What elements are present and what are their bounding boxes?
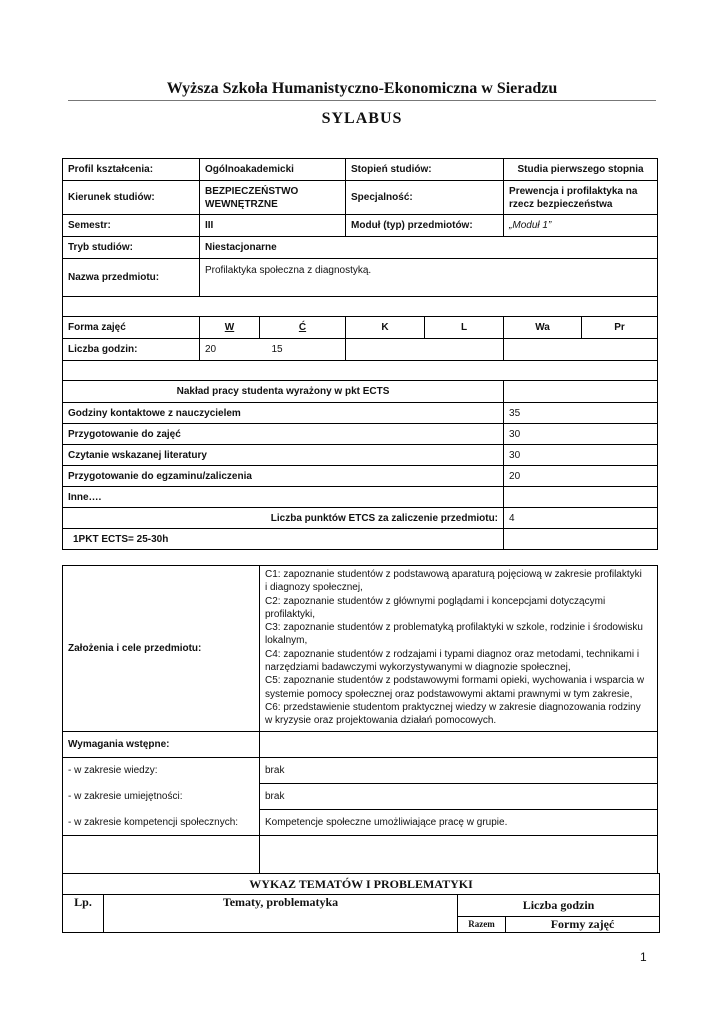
forms-label: Forma zajęć: [63, 317, 200, 339]
degree-label: Stopień studiów:: [346, 159, 504, 181]
hours-kl: [346, 339, 504, 361]
goal-line: C6: przedstawienie studentom praktycznej wiedzy w zakresie diagnozowania rodziny: [265, 701, 641, 713]
profile-label: Profil kształcenia:: [63, 159, 200, 181]
semester-label: Semestr:: [63, 215, 200, 237]
degree-value: Studia pierwszego stopnia: [504, 159, 658, 181]
goal-line: w kryzysie oraz projektowania działań pomocowych.: [265, 715, 497, 727]
ects-row-label: Czytanie wskazanej literatury: [63, 445, 504, 466]
subject-value: Profilaktyka społeczna z diagnostyką.: [200, 259, 658, 297]
goal-line: lokalnym,: [265, 635, 308, 647]
hours-w: 20: [200, 339, 260, 361]
goal-line: i diagnozy społecznej,: [265, 582, 363, 594]
ects-row-value: 35: [504, 403, 658, 424]
ects-row-value: 20: [504, 466, 658, 487]
module-label: Moduł (typ) przedmiotów:: [346, 215, 504, 237]
form-c: Ć: [260, 317, 346, 339]
document-title: SYLABUS: [321, 110, 403, 127]
module-value: „Moduł 1”: [504, 215, 658, 237]
specialization-line-2: rzecz bezpieczeństwa: [509, 198, 613, 210]
hours-c: 15: [260, 339, 346, 361]
form-l: L: [425, 317, 504, 339]
req-skills-value: brak: [260, 784, 658, 810]
req-knowledge-value: brak: [260, 758, 658, 784]
ects-row-value: 30: [504, 424, 658, 445]
hours-wapr: [504, 339, 658, 361]
form-k: K: [346, 317, 425, 339]
req-empty-left: [63, 836, 260, 874]
specialization-line-1: Prewencja i profilaktyka na: [509, 185, 638, 197]
goal-line: profilaktyki,: [265, 608, 316, 620]
ects-row-label: Przygotowanie do zajęć: [63, 424, 504, 445]
field-label: Kierunek studiów:: [63, 181, 200, 215]
university-name: Wyższa Szkoła Humanistyczno-Ekonomiczna w Sieradzu: [166, 80, 558, 97]
mode-label: Tryb studiów:: [63, 237, 200, 259]
requirements-empty: [260, 732, 658, 758]
topics-subject-header: Tematy, problematyka: [104, 895, 458, 933]
ects-row-value: 30: [504, 445, 658, 466]
topics-header: WYKAZ TEMATÓW I PROBLEMATYKI: [63, 874, 660, 895]
hours-label: Liczba godzin:: [63, 339, 200, 361]
semester-value: III: [200, 215, 346, 237]
specialization-value: [504, 181, 658, 215]
ects-note-empty: [504, 529, 658, 550]
header-rule: [68, 100, 656, 101]
goal-line: systemie pomocy społecznej oraz podstawowymi aktami prawnymi w tym zakresie,: [265, 688, 633, 700]
req-social-label: - w zakresie kompetencji społecznych:: [63, 810, 260, 836]
spacer-row: [63, 297, 658, 317]
form-wa: Wa: [504, 317, 582, 339]
ects-header-empty: [504, 381, 658, 403]
subject-label: Nazwa przedmiotu:: [63, 259, 200, 297]
ects-row-value: [504, 487, 658, 508]
field-value: [200, 181, 346, 215]
ects-row-label: Przygotowanie do egzaminu/zaliczenia: [63, 466, 504, 487]
goal-line: C1: zapoznanie studentów z podstawową aparaturą pojęciową w zakresie profilaktyki: [265, 569, 642, 580]
goals-label: Założenia i cele przedmiotu:: [63, 566, 260, 732]
goal-line: C3: zapoznanie studentów z problematyką profilaktyki w szkole, rodzinie i środowisku: [265, 622, 643, 634]
goal-line: C4: zapoznanie studentów z rodzajami i typami diagnoz oraz metodami, technikami i: [265, 648, 640, 660]
goals-table: [62, 565, 658, 874]
form-pr: Pr: [582, 317, 658, 339]
ects-total-label: Liczba punktów ETCS za zaliczenie przedmiotu:: [63, 508, 504, 529]
topics-total-header: Razem: [458, 917, 506, 933]
req-empty-right: [260, 836, 658, 874]
goals-content: [260, 566, 658, 732]
goal-line: C2: zapoznanie studentów z głównymi poglądami i koncepcjami dotyczącymi: [265, 595, 606, 607]
topics-forms-header: Formy zajęć: [506, 917, 660, 933]
ects-note: 1PKT ECTS= 25-30h: [63, 529, 504, 550]
form-w: W: [200, 317, 260, 339]
req-social-value: Kompetencje społeczne umożliwiające pracę w grupie.: [260, 810, 658, 836]
page-number: 1: [640, 950, 647, 964]
field-value-line-1: BEZPIECZEŃSTWO: [205, 185, 299, 197]
ects-row-label: Inne….: [63, 487, 504, 508]
ects-row-label: Godziny kontaktowe z nauczycielem: [63, 403, 504, 424]
profile-value: Ogólnoakademicki: [200, 159, 346, 181]
topics-table: [62, 873, 660, 933]
topics-hours-header: Liczba godzin: [458, 895, 660, 917]
syllabus-info-table: [62, 158, 658, 550]
requirements-label: Wymagania wstępne:: [63, 732, 260, 758]
topics-lp: Lp.: [63, 895, 104, 933]
ects-header: Nakład pracy studenta wyrażony w pkt ECTS: [63, 381, 504, 403]
spacer-row: [63, 361, 658, 381]
field-value-line-2: WEWNĘTRZNE: [205, 198, 278, 210]
ects-total-value: 4: [504, 508, 658, 529]
req-knowledge-label: - w zakresie wiedzy:: [63, 758, 260, 784]
req-skills-label: - w zakresie umiejętności:: [63, 784, 260, 810]
goal-line: C5: zapoznanie studentów z podstawowymi formami opieki, wychowania i wsparcia w: [265, 675, 645, 687]
goal-line: narzędziami badawczymi wykorzystywanymi w diagnozie społecznej,: [265, 662, 571, 674]
specialization-label: Specjalność:: [346, 181, 504, 215]
mode-value: Niestacjonarne: [200, 237, 658, 259]
